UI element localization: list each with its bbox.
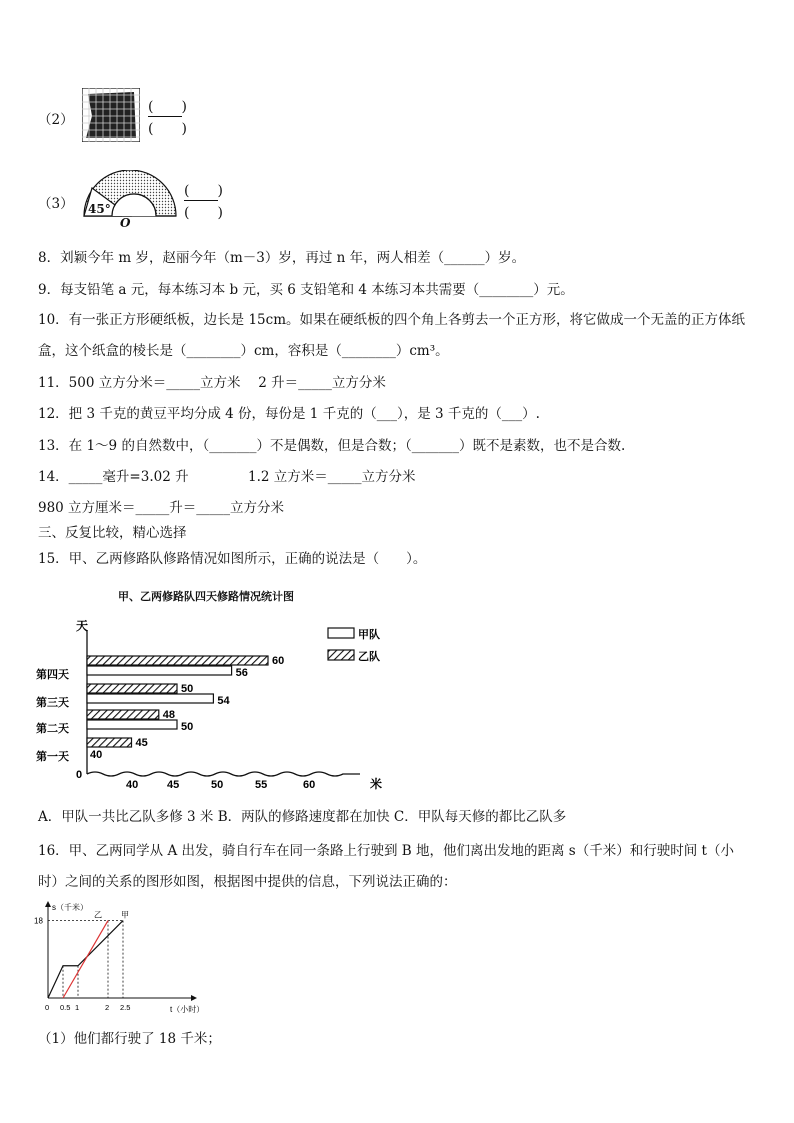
bar-jia bbox=[87, 694, 213, 703]
fig2-label: （2） bbox=[38, 112, 74, 128]
x-tick-label: 50 bbox=[211, 779, 224, 791]
fig3-label: （3） bbox=[38, 196, 74, 212]
data-label-yi: 48 bbox=[162, 709, 176, 721]
x-tick-label: 40 bbox=[126, 779, 139, 791]
s-axis-arrow bbox=[45, 901, 51, 907]
data-label-jia: 40 bbox=[90, 749, 103, 761]
x-tick-label: 55 bbox=[255, 779, 268, 791]
series-line-yi bbox=[63, 921, 108, 998]
fig3-angle-label: 45° bbox=[88, 202, 111, 216]
data-label-yi: 60 bbox=[272, 655, 285, 667]
x-tick-label: 45 bbox=[167, 779, 180, 791]
category-label: 第二天 bbox=[36, 723, 69, 735]
fig3-fraction-numerator: ( ) bbox=[184, 183, 223, 199]
question-10-line1: 10．有一张正方形硬纸板，边长是 15cm。如果在硬纸板的四个角上各剪去一个正方形，将它做成一个无盖的正方体纸 bbox=[38, 312, 746, 328]
data-label-jia: 54 bbox=[217, 695, 230, 707]
x-tick-label: 0 bbox=[45, 1003, 50, 1012]
fig3-center-label: O bbox=[120, 216, 131, 230]
category-label: 第四天 bbox=[36, 669, 69, 681]
s-axis-label: s（千米） bbox=[52, 903, 88, 912]
fig2-fraction-denominator: ( ) bbox=[148, 121, 187, 137]
question-8: 8．刘颖今年 m 岁，赵丽今年（m－3）岁，再过 n 年，两人相差（______）岁。 bbox=[38, 250, 526, 266]
y-axis-label: 天 bbox=[76, 619, 89, 633]
question-16-statement-1: （1）他们都行驶了 18 千米； bbox=[38, 1031, 221, 1047]
fig3-fraction-denominator: ( ) bbox=[184, 205, 223, 221]
legend-label-jia: 甲队 bbox=[358, 629, 380, 641]
bar-jia bbox=[87, 720, 177, 729]
bar-yi bbox=[87, 656, 268, 665]
data-label-jia: 56 bbox=[235, 667, 248, 679]
question-9: 9．每支铅笔 a 元，每本练习本 b 元，买 6 支铅笔和 4 本练习本共需要（________）元。 bbox=[38, 282, 574, 298]
x-tick-label: 2.5 bbox=[120, 1003, 131, 1012]
x-axis bbox=[87, 772, 360, 776]
fig2-fraction-numerator: ( ) bbox=[148, 99, 187, 115]
category-label: 第一天 bbox=[36, 751, 69, 763]
question-12: 12．把 3 千克的黄豆平均分成 4 份，每份是 1 千克的（___），是 3 千克的（___）. bbox=[38, 406, 540, 422]
x-tick-label: 60 bbox=[303, 779, 316, 791]
legend-swatch-jia bbox=[328, 628, 354, 638]
question-13: 13．在 1～9 的自然数中，（_______）不是偶数，但是合数；（_______）既不是素数，也不是合数. bbox=[38, 438, 626, 454]
question-14-b: 1.2 立方米＝_____立方分米 bbox=[248, 469, 416, 485]
t-axis-label: t（小时） bbox=[170, 1005, 205, 1014]
data-label-yi: 45 bbox=[135, 737, 148, 749]
question-11: 11．500 立方分米＝_____立方米 2 升＝_____立方分米 bbox=[38, 375, 386, 391]
bar-yi bbox=[87, 738, 132, 747]
question-15: 15．甲、乙两修路队修路情况如图所示，正确的说法是（ ）。 bbox=[38, 551, 427, 567]
data-label-jia: 50 bbox=[181, 721, 194, 733]
question-16-line1: 16．甲、乙两同学从 A 出发，骑自行车在同一条路上行驶到 B 地，他们离出发地的距离 s（千米）和行驶时间 t（小 bbox=[38, 843, 734, 859]
question-10-line2: 盒，这个纸盒的棱长是（________）cm，容积是（________）cm³。 bbox=[38, 343, 449, 359]
fraction-bar bbox=[184, 200, 218, 201]
x-tick-label: 0 bbox=[76, 769, 83, 781]
bar-yi bbox=[87, 710, 159, 719]
bar-yi bbox=[87, 684, 177, 693]
question-16-line2: 时）之间的关系的图形如图，根据图中提供的信息，下列说法正确的： bbox=[38, 874, 457, 890]
category-label: 第三天 bbox=[36, 697, 69, 709]
series-label: 甲 bbox=[121, 910, 129, 920]
t-axis-arrow bbox=[191, 995, 197, 1001]
series-label: 乙 bbox=[94, 910, 102, 920]
bar-jia bbox=[87, 666, 232, 675]
question-15-options: A．甲队一共比乙队多修 3 米 B．两队的修路速度都在加快 C．甲队每天修的都比乙队多 bbox=[38, 809, 567, 825]
data-label-yi: 50 bbox=[181, 683, 194, 695]
legend-label-yi: 乙队 bbox=[358, 651, 380, 663]
bar-chart-title: 甲、乙两修路队四天修路情况统计图 bbox=[118, 590, 294, 603]
question-14-a: 14．_____毫升=3.02 升 bbox=[38, 469, 189, 485]
bar-chart bbox=[34, 608, 410, 792]
x-tick-label: 1 bbox=[75, 1003, 80, 1012]
x-axis-label: 米 bbox=[370, 777, 383, 791]
distance-time-graph bbox=[34, 898, 214, 1018]
x-tick-label: 0.5 bbox=[60, 1003, 71, 1012]
fraction-bar bbox=[148, 116, 182, 117]
fig2-grid-figure bbox=[82, 88, 140, 142]
legend-swatch-yi bbox=[328, 650, 354, 660]
section-3-heading: 三、反复比较，精心选择 bbox=[38, 525, 187, 541]
x-tick-label: 2 bbox=[105, 1003, 110, 1012]
y-tick-label: 18 bbox=[34, 916, 43, 926]
question-14-c: 980 立方厘米＝_____升＝_____立方分米 bbox=[38, 500, 285, 516]
